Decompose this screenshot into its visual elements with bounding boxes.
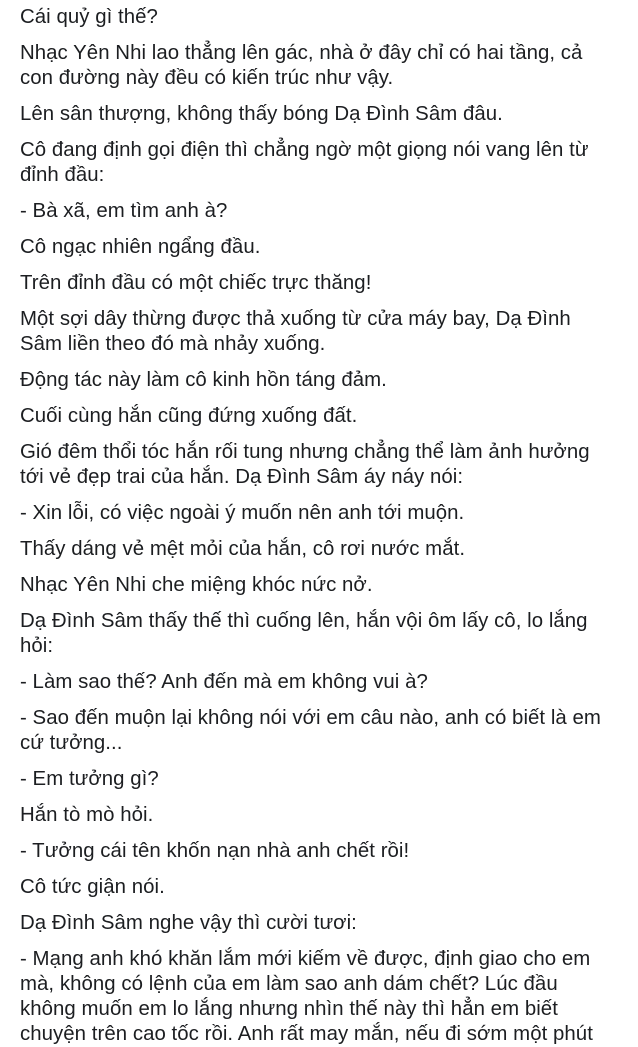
story-paragraph: Dạ Đình Sâm nghe vậy thì cười tươi:: [20, 912, 357, 934]
story-paragraph: Hắn tò mò hỏi.: [20, 804, 154, 826]
story-paragraph: Một sợi dây thừng được thả xuống từ cửa máy bay, Dạ Đình Sâm liền theo đó mà nhảy xuống.: [20, 308, 571, 355]
story-paragraph: Nhạc Yên Nhi che miệng khóc nức nở.: [20, 574, 373, 596]
story-paragraph: - Tưởng cái tên khốn nạn nhà anh chết rồi!: [20, 840, 410, 862]
story-paragraph: - Bà xã, em tìm anh à?: [20, 200, 228, 222]
story-paragraph: - Xin lỗi, có việc ngoài ý muốn nên anh tới muộn.: [20, 502, 465, 524]
story-paragraph: Cô đang định gọi điện thì chẳng ngờ một giọng nói vang lên từ đỉnh đầu:: [20, 139, 589, 186]
story-paragraph: - Mạng anh khó khăn lắm mới kiếm về được, định giao cho em mà, không có lệnh của em làm sao anh dám chết? Lúc đầu không muốn em lo lắng nhưng nhìn thế này thì hẳn em biết chuyện trên cao tốc rồi. Anh rất may mắn, nếu đi sớm một phút: [20, 948, 593, 1045]
story-paragraph: Gió đêm thổi tóc hắn rối tung nhưng chẳng thể làm ảnh hưởng tới vẻ đẹp trai của hắn. Dạ Đình Sâm áy náy nói:: [20, 441, 590, 488]
story-paragraph: Thấy dáng vẻ mệt mỏi của hắn, cô rơi nước mắt.: [20, 538, 466, 560]
story-paragraph: - Em tưởng gì?: [20, 768, 159, 790]
story-paragraph: Cô ngạc nhiên ngẩng đầu.: [20, 236, 261, 258]
story-paragraph: Cái quỷ gì thế?: [20, 6, 158, 28]
story-paragraph: - Làm sao thế? Anh đến mà em không vui à?: [20, 671, 428, 693]
story-paragraph: Dạ Đình Sâm thấy thế thì cuống lên, hắn vội ôm lấy cô, lo lắng hỏi:: [20, 610, 588, 657]
story-paragraph: Cô tức giận nói.: [20, 876, 165, 898]
story-paragraph: Trên đỉnh đầu có một chiếc trực thăng!: [20, 272, 372, 294]
story-paragraph: - Sao đến muộn lại không nói với em câu nào, anh có biết là em cứ tưởng...: [20, 707, 601, 754]
story-paragraph: Lên sân thượng, không thấy bóng Dạ Đình Sâm đâu.: [20, 103, 503, 125]
story-paragraph: Động tác này làm cô kinh hồn táng đảm.: [20, 369, 387, 391]
story-text: [0, 5, 612, 1047]
story-paragraph: Cuối cùng hắn cũng đứng xuống đất.: [20, 405, 358, 427]
story-paragraph: Nhạc Yên Nhi lao thẳng lên gác, nhà ở đây chỉ có hai tầng, cả con đường này đều có kiến trúc như vậy.: [20, 42, 583, 89]
